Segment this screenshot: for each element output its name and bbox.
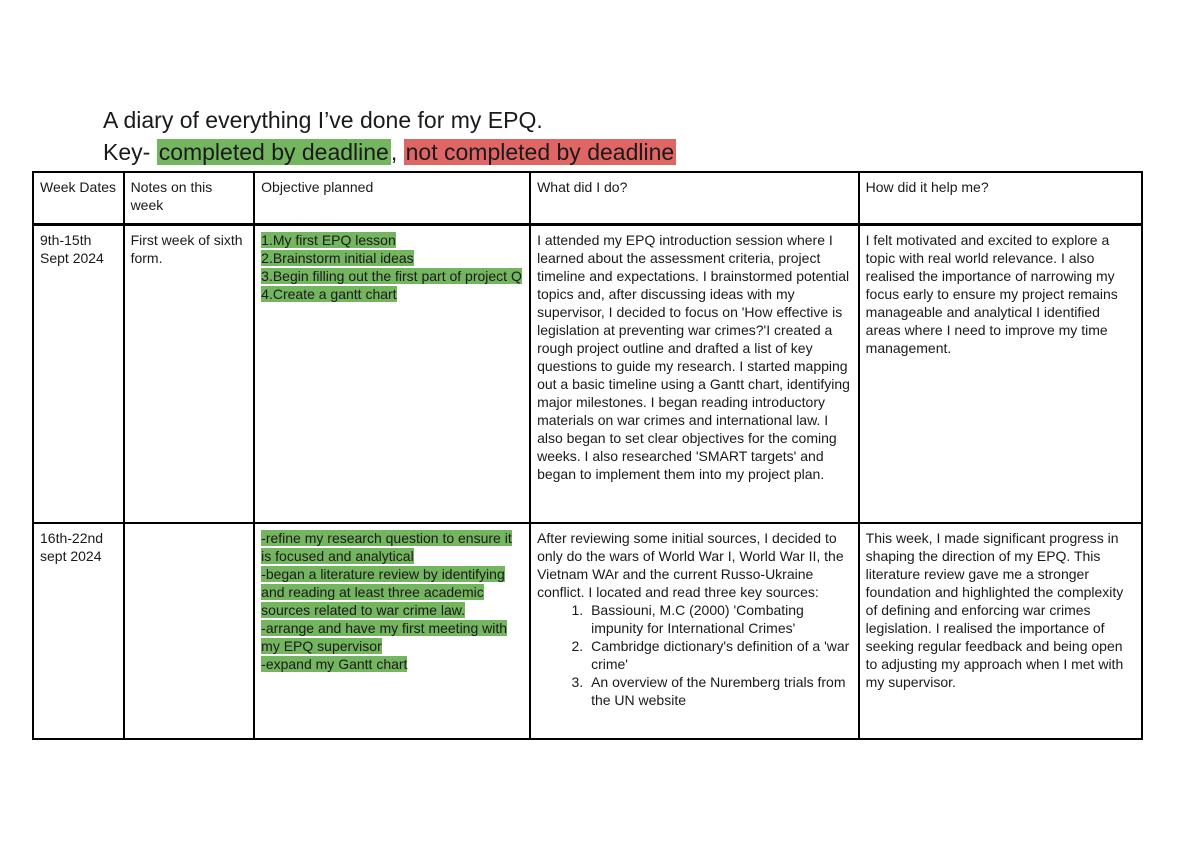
cell-notes: First week of sixth form. [124, 225, 255, 523]
what-did-text: After reviewing some initial sources, I decided to only do the wars of World War I, World War II, the Vietnam WAr and the current Russo-Ukraine conflict. I located and read three key sources: [537, 529, 844, 600]
key-not-completed-label: not completed by deadline [405, 139, 675, 165]
cell-objectives [254, 523, 530, 739]
objective-item: -arrange and have my first meeting with my EPQ supervisor [261, 619, 508, 654]
cell-how-helped: This week, I made significant progress in shaping the direction of my EPQ. This literature review gave me a stronger foundation and highlighted the complexity of defining and enforcing war crimes legislation. I realised the importance of seeking regular feedback and being open to adjusting my approach when I met with my supervisor. [859, 523, 1142, 739]
key-prefix: Key- [103, 139, 157, 165]
objective-item: 4.Create a gantt chart [261, 286, 397, 302]
header-objective: Objective planned [254, 172, 530, 225]
cell-how-helped: I felt motivated and excited to explore a topic with real world relevance. I also realised the importance of narrowing my focus early to ensure my project remains manageable and analytical I identified areas where I need to improve my time management. [859, 225, 1142, 523]
list-item: 1. Bassiouni, M.C (2000) 'Combating impunity for International Crimes' [587, 601, 853, 637]
diary-table [32, 171, 1143, 740]
table-row [33, 225, 1142, 523]
cell-what-did [530, 523, 859, 739]
objective-item: 3.Begin filling out the first part of project Q [261, 268, 522, 284]
page-title: A diary of everything I’ve done for my EPQ. [103, 107, 543, 133]
key-completed-label: completed by deadline [158, 139, 389, 165]
objective-item: 2.Brainstorm initial ideas [261, 250, 414, 266]
key-separator: , [390, 139, 404, 165]
cell-dates: 9th-15th Sept 2024 [33, 225, 124, 523]
cell-notes [124, 523, 255, 739]
table-header-row [33, 172, 1142, 225]
objective-item: -refine my research question to ensure it is focused and analytical [261, 529, 512, 564]
cell-dates: 16th-22nd sept 2024 [33, 523, 124, 739]
objective-item: 1.My first EPQ lesson [261, 232, 396, 248]
header-how-helped: How did it help me? [859, 172, 1142, 225]
objective-item: -began a literature review by identifying and reading at least three academic sources related to war crime law. [261, 565, 505, 618]
list-item: 2. Cambridge dictionary's definition of a 'war crime' [587, 637, 853, 673]
title-block [103, 104, 676, 168]
header-what-did: What did I do? [530, 172, 859, 225]
cell-what-did: I attended my EPQ introduction session where I learned about the assessment criteria, project timeline and expectations. I brainstormed potential topics and, after discussing ideas with my supervisor, I decided to focus on 'How effective is legislation at preventing war crimes?'I created a rough project outline and drafted a list of key questions to guide my research. I started mapping out a basic timeline using a Gantt chart, identifying major milestones. I began reading introductory materials on war crimes and international law. I also began to set clear objectives for the coming weeks. I also researched 'SMART targets' and began to implement them into my project plan. [530, 225, 859, 523]
cell-objectives [254, 225, 530, 523]
objective-item: -expand my Gantt chart [261, 655, 408, 672]
list-item: 3. An overview of the Nuremberg trials from the UN website [587, 673, 853, 709]
header-week-dates: Week Dates [33, 172, 124, 225]
table-row [33, 523, 1142, 739]
sources-list [537, 601, 853, 709]
header-notes: Notes on this week [124, 172, 255, 225]
key-line [103, 136, 676, 168]
